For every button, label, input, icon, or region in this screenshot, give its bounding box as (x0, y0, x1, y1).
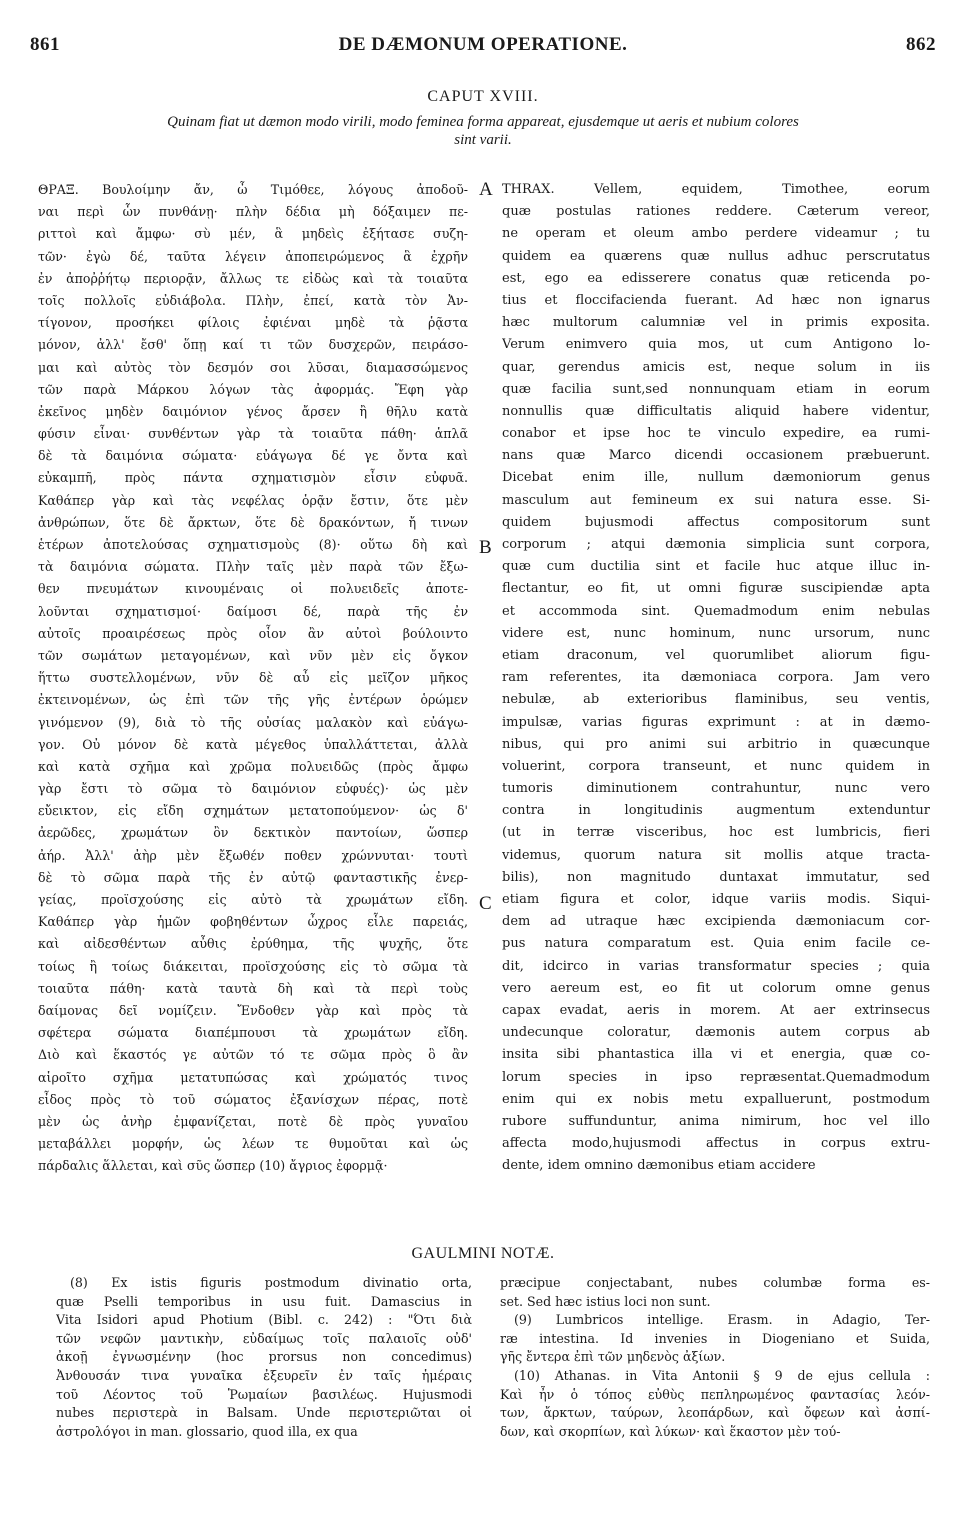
greek-text-line: τὰ δαιμόνια σώματα. Πλὴν ταῖς μὲν παρὰ τῶν ἔξω- (38, 559, 468, 575)
latin-text-line: quæ cum ductilia sint et facile huc atque illuc in- (502, 559, 930, 575)
note-line: τῶν νεφῶν μαντικὴν, εὐδαίμως τοῖς παλαιοῖς οὐδ' (56, 1330, 472, 1346)
latin-text-line: etiam draconum, vel quorumlibet aliorum figu- (502, 647, 930, 663)
greek-text-line: τῶν· ἐγὼ δέ, ταῦτα λέγειν ἀποπειρώμενος ἃ ἐχρῆν (38, 248, 468, 264)
latin-text-line: quar, gerendus amicis est, neque solum in iis (502, 359, 930, 375)
latin-text-line: dit, idcirco in varias transformatur species ; quia (502, 958, 930, 974)
latin-text-line: vero aereum est, eo fit ut colorum omne genus (502, 980, 930, 996)
latin-text-line: insita sibi phantastica illa vi et energia, quæ co- (502, 1047, 930, 1063)
greek-text-line: ἐν ἀποῤῥήτῳ περιορᾷν, ἄλλως τε εἰδὼς καὶ τὰ τοιαῦτα (38, 270, 468, 286)
latin-text-line: nans quæ Marco dicendi occasionem præbuerunt. (502, 448, 930, 464)
greek-text-line: ἑτέρων ἀποτελούσας σχηματισμοὺς (8)· οὕτω δὴ καὶ (38, 537, 468, 552)
note-line: (10) Athanas. in Vita Antonii § 9 de ejus cellula : (514, 1367, 930, 1383)
greek-text-line: δὲ τὸ σῶμα παρὰ τῆς ἐν αὐτῷ φανταστικῆς ἐνερ- (38, 869, 468, 885)
notes-right-column (500, 1274, 930, 1441)
latin-text-line: nebulæ, ab exterioribus flaminibus, seu ventis, (502, 692, 930, 708)
greek-text-line: Καθάπερ γὰρ καὶ τὰς νεφέλας ὁρᾷν ἔστιν, ὅτε μὲν (38, 492, 468, 508)
latin-text-line: quæ postulas rationes reddere. Cæterum vereor, (502, 204, 930, 220)
greek-text-line: δὲ τὰ δαιμόνια σώματα· εὐάγωγα δέ γε ὄντα καὶ (38, 448, 468, 464)
latin-text-line: corporum ; atqui dæmonia simplicia sunt corpora, (502, 537, 930, 552)
latin-text-line: capax evadat, aeris in morem. At aer extrinsecus (502, 1002, 930, 1018)
greek-text-line: καὶ αἰδεσθέντων αὖθις ἐρύθημα, τῆς ψυχῆς, ὅτε (38, 936, 468, 952)
notes-left-column (56, 1274, 472, 1441)
note-line: set. Sed hæc istius loci non sunt. (500, 1293, 711, 1309)
latin-text-line: Dicebat enim ille, nullum dæmoniorum genus (502, 470, 930, 486)
note-line: γῆς ἔντερα ἐπὶ τῶν μηδενὸς ἀξίων. (500, 1349, 726, 1365)
greek-text-line: σφέτερα σώματα διαπέμπουσι τὰ χρωμάτων εἴδη. (38, 1025, 468, 1041)
latin-text-column (502, 179, 930, 1177)
greek-text-line: καὶ κατὰ σχῆμα καὶ χρῶμα πολυειδῶς (πρὸς ἄμφω (38, 758, 468, 774)
greek-text-column (38, 179, 468, 1177)
latin-text-line: enim qui ex nobis metu expalluerunt, postmodum (502, 1091, 930, 1107)
greek-text-line: Καθάπερ γὰρ ἡμῶν φοβηθέντων ὦχρος εἷλε παρειάς, (38, 914, 468, 930)
note-line: ἀστρολόγοι in man. glossario, quod illa, ex qua (56, 1423, 358, 1439)
note-line: Καὶ ἦν ὁ τόπος εὐθὺς πεπληρωμένος φαντασίας λεόν- (500, 1386, 930, 1402)
greek-text-line: μαι καὶ αὐτὸς τὸν δεσμόν σοι λῦσαι, διαμασσώμενος (38, 359, 468, 375)
margin-letter-c: C (479, 893, 492, 914)
note-line: ἀκοῇ ἐγνωσμένην (hoc prorsus non concedimus) (56, 1349, 472, 1365)
latin-text-line: pus natura comparatum est. Quia enim facile ce- (502, 936, 930, 952)
latin-text-line: impulsæ, varias figuras exprimunt : at in dæmo- (502, 714, 930, 730)
greek-text-line: εἶδος πρὸς τὸ τοῦ σώματος ἐξανίσχων πέρας, ποτὲ (38, 1091, 468, 1107)
latin-text-line: etiam figura et color, idque variis modis. Siqui- (502, 892, 930, 907)
greek-text-line: τῶν σωμάτων μεταγομένων, καὶ νῦν μὲν εἰς ὄγκον (38, 647, 468, 663)
greek-text-line: ΘΡΑΞ. Βουλοίμην ἄν, ὦ Τιμόθεε, λόγους ἀποδοῦ- (38, 182, 468, 197)
greek-text-line: τίγονον, προσήκει φίλοις ἐφιέναι μηδὲ τὰ ῥᾷστα (38, 315, 468, 331)
latin-text-line: tumoris diminutionem contrahuntur, nunc vero (502, 781, 930, 797)
greek-text-line: αἱροῖτο σχῆμα μετατυπώσας καὶ χρώματός τινος (38, 1069, 468, 1085)
greek-text-line: δαίμονας δεῖ νομίζειν. Ἔνδοθεν γὰρ καὶ πρὸς τὰ (38, 1002, 468, 1018)
greek-text-line: ἐκεῖνος μηδὲν δαιμόνιον γένος ἄρσεν ἢ θῆλυ κατὰ (38, 403, 468, 419)
greek-text-line: πάρδαλις ἅλλεται, καὶ σῦς ὥσπερ (10) ἄγριος ἐφορμᾷ· (38, 1158, 388, 1174)
greek-text-line: γείας, προϊσχούσης εἰς αὐτὸ τὰ χρωμάτων εἴδη. (38, 892, 468, 907)
greek-text-line: ριττοὶ καὶ ἄμφω· σὺ μέν, ἃ μηδεὶς ἐξήτασε συζη- (38, 226, 468, 242)
greek-text-line: ἀήρ. Ἀλλ' ἀὴρ μὲν ἔξωθέν ποθεν χρώννυται· τουτὶ (38, 847, 468, 863)
greek-text-line: εὔεικτον, εἰς εἴδη σχημάτων μετατοπούμενον· ὡς δ' (38, 803, 468, 819)
latin-text-line: undecunque coloratur, dæmonis autem corpus ab (502, 1025, 930, 1041)
page-number-left: 861 (30, 34, 60, 55)
latin-text-line: conabor et ipse hoc te vinculo expedire, ea rumi- (502, 426, 930, 442)
latin-text-line: Verum enimvero quia mos, ut cum Antigono lo- (502, 337, 930, 353)
latin-text-line: nonnullis quæ difficultatis aliquid habere videntur, (502, 403, 930, 419)
note-line: Ἀνθουσάν τινα γυναῖκα ἐξευρεῖν ἐν ταῖς ἡμέραις (56, 1367, 472, 1383)
running-head (30, 34, 936, 58)
latin-text-line: quidem ea quærens quæ nullus adhuc perscrutatus (502, 248, 930, 264)
greek-text-line: αὐτοῖς προαιρέσεως πρὸς οἷον ἂν αὐτοὶ βούλοιντο (38, 625, 468, 641)
greek-text-line: ναι περὶ ὧν πυνθάνῃ· πλὴν δέδια μὴ δόξαιμεν πε- (38, 204, 468, 220)
greek-text-line: τοίως ἢ τοίως διάκειται, προϊσχούσης εἰς τὸ σῶμα τὰ (38, 958, 468, 974)
latin-text-line: THRAX. Vellem, equidem, Timothee, eorum (502, 182, 930, 197)
note-line: præcipue conjectabant, nubes columbæ forma es- (500, 1275, 930, 1290)
greek-text-line: ἐκτεινομένων, ὡς ἐπὶ τῶν τῆς γῆς ἐντέρων ὁρώμεν (38, 692, 468, 708)
latin-text-line: bilis), non magnitudo duntaxat immutatur, sed (502, 869, 930, 885)
latin-text-line: videre est, nunc hominum, nunc ursorum, nunc (502, 625, 930, 641)
greek-text-line: μόνον, ἀλλ' ἔσθ' ὅπῃ καί τι τῶν δυσχερῶν, πειράσο- (38, 337, 468, 353)
greek-text-line: θεν πνευμάτων κινουμέναις οἱ πολυειδεῖς ἀποτε- (38, 581, 468, 597)
greek-text-line: γινόμενον (9), διὰ τὸ τῆς οὐσίας μαλακὸν καὶ εὐάγω- (38, 714, 468, 730)
latin-text-line: dente, idem omnino dæmonibus etiam accidere (502, 1158, 816, 1174)
latin-text-line: voluerint, corpora transeunt, et nunc quidem in (502, 758, 930, 774)
greek-text-line: Διὸ καὶ ἕκαστός γε αὐτῶν τό τε σῶμα πρὸς ὃ ἂν (38, 1047, 468, 1063)
latin-text-line: hæc multorum calumniæ vel in primis exposita. (502, 315, 930, 331)
note-line: (8) Ex istis figuris postmodum divinatio orta, (70, 1275, 472, 1290)
note-line: ræ intestina. Id invenies in Diogeniano et Suida, (500, 1330, 930, 1346)
latin-text-line: flectantur, eo fit, ut omni figuræ suscipiendæ apta (502, 581, 930, 597)
greek-text-line: τοιαῦτα πάθη· κατὰ ταυτὰ δὴ καὶ τὰ περὶ τοὺς (38, 980, 468, 996)
chapter-summary-line: sint varii. (454, 132, 512, 148)
latin-text-line: ne operam et oleum ambo perdere videamur ; tu (502, 226, 930, 242)
latin-text-line: (ut in terræ visceribus, hoc est lumbricis, fieri (502, 825, 930, 841)
latin-text-line: nibus, qui pro animi sui arbitrio in quæcunque (502, 736, 930, 752)
note-line: των, ἄρκτων, ταύρων, λεοπάρδων, καὶ ὄφεων καὶ ἀσπί- (500, 1405, 930, 1421)
latin-text-line: affecta modo,hujusmodi affectus in corpus extru- (502, 1136, 930, 1152)
latin-text-line: lorum species in ipso repræsentat.Quemadmodum (502, 1069, 930, 1085)
note-line: Vita Isidori apud Photium (Bibl. c. 242) : "Ότι διὰ (56, 1312, 472, 1328)
latin-text-line: dem ad utraque hæc excipienda dæmoniacum cor- (502, 914, 930, 930)
latin-text-line: masculum aut femineum ex sui natura esse. Si- (502, 492, 930, 508)
chapter-summary (38, 113, 928, 149)
latin-text-line: quæ facilia sunt,sed nonnunquam etiam in eorum (502, 381, 930, 397)
chapter-heading: CAPUT XVIII. (427, 88, 539, 105)
latin-text-line: ram referentes, ita dæmoniaca corpora. Jam vero (502, 670, 930, 686)
greek-text-line: εὐκαμπῆ, πρὸς πάντα σχηματισμὸν εἶσιν εὐφυᾶ. (38, 470, 468, 486)
greek-text-line: γὰρ ἔστι τὸ σῶμα τὸ δαιμόνιον εὐφυές)· ὡς μὲν (38, 781, 468, 797)
note-line: τοῦ Λέοντος τοῦ Ῥωμαίων βασιλέως. Hujusmodi (56, 1386, 472, 1402)
latin-text-line: videmus, quorum natura sit mollis atque tracta- (502, 847, 930, 863)
greek-text-line: λοῦνται σχηματισμοί· δαίμοσι δέ, παρὰ τῆς ἐν (38, 603, 468, 619)
latin-text-line: tius et floccifacienda fuerant. Ad hæc non ignarus (502, 292, 930, 308)
note-line: δων, καὶ σκορπίων, καὶ λύκων· καὶ ἕκαστον μὲν τού- (500, 1423, 841, 1439)
greek-text-line: ἀνθρώπων, ὅτε δὲ ἄρκτων, ὅτε δὲ δρακόντων, ἤ τινων (38, 514, 468, 530)
latin-text-line: rubore suffunduntur, anima nimirum, hoc vel illo (502, 1113, 930, 1129)
note-line: nubes περιστερὰ in Balsam. Unde περιστεριῶται οἱ (56, 1405, 472, 1421)
greek-text-line: ἀερῶδες, χρωμάτων ὂν δεκτικὸν παντοίων, ὥσπερ (38, 825, 468, 841)
notes-heading: GAULMINI NOTÆ. (411, 1245, 555, 1262)
margin-letter-b: B (479, 537, 492, 558)
latin-text-line: est, ego ea edisserere conatus quæ reticenda po- (502, 270, 930, 286)
greek-text-line: ἥττω συστελλομένων, νῦν δὲ αὖ εἰς μεῖζον μῆκος (38, 670, 468, 686)
greek-text-line: τῶν παρὰ Μάρκου λόγων τὰς ἀφορμάς. Ἔφη γὰρ (38, 381, 468, 397)
note-line: quæ Pselli temporibus in usu fuit. Damascius in (56, 1293, 472, 1309)
greek-text-line: φύσιν εἶναι· συνθέντων γὰρ τὰ τοιαῦτα πάθη· ἁπλᾶ (38, 426, 468, 442)
latin-text-line: et accommoda sint. Quemadmodum enim nebulas (502, 603, 930, 619)
margin-letter-a: A (479, 179, 493, 200)
chapter-summary-line: Quinam fiat ut dæmon modo virili, modo feminea forma appareat, ejusdemque ut aeris et nubium colores (167, 114, 799, 130)
greek-text-line: τοῖς πολλοῖς εὐδιάβολα. Πλὴν, ἐπεί, κατὰ τὸν Ἀν- (38, 292, 468, 308)
running-title: DE DÆMONUM OPERATIONE. (338, 34, 628, 55)
latin-text-line: quidem bujusmodi affectus compositorum sunt (502, 514, 930, 530)
greek-text-line: μὲν ὡς ἀνὴρ ἐμφανίζεται, ποτὲ δὲ πρὸς γυναῖου (38, 1113, 468, 1129)
note-line: (9) Lumbricos intellige. Erasm. in Adagio, Ter- (514, 1312, 930, 1328)
greek-text-line: γον. Οὐ μόνον δὲ κατὰ μέγεθος ὑπαλλάττεται, ἀλλὰ (38, 736, 468, 752)
page-number-right: 862 (906, 34, 936, 55)
greek-text-line: μεταβάλλει μορφήν, ὡς λέων τε θυμοῦται καὶ ὡς (38, 1136, 468, 1152)
latin-text-line: contra in longitudinis augmentum extenduntur (502, 803, 930, 819)
